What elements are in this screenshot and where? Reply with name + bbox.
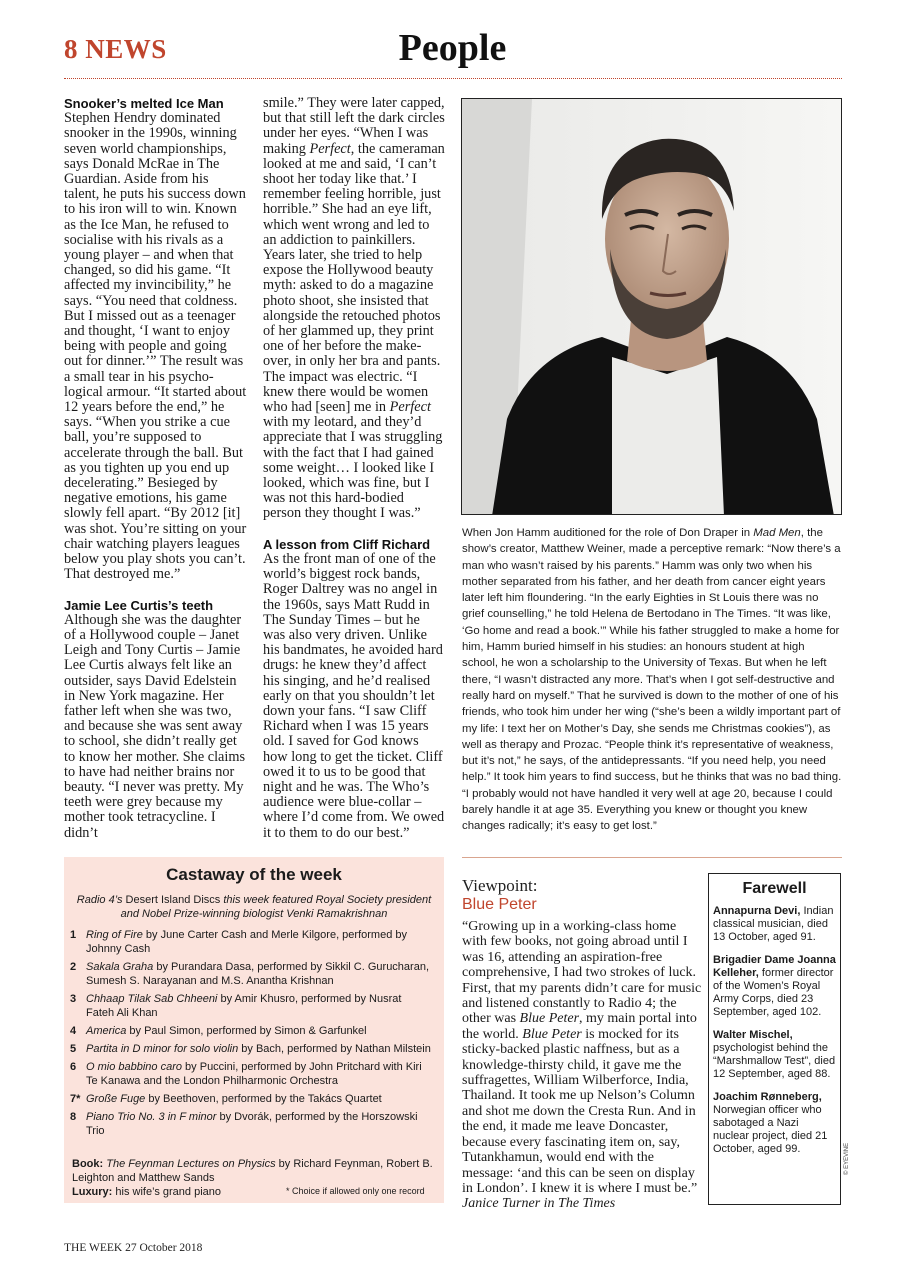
obituary-name: Brigadier Dame Joanna Kelleher,	[713, 954, 836, 979]
story-headline-curtis: Jamie Lee Curtis’s teeth	[64, 597, 214, 613]
track-number: 1	[70, 929, 77, 941]
obituary-entry	[713, 1029, 836, 1081]
viewpoint-body: “Growing up in a working-class home with few books, not going abroad until I was 16, attending an aspiration-free comprehensive, I had two strokes of luck. First, that my parents didn’t care for music and listened constantly to Radio 4; the other was Blue Peter, my main portal into the world. Blue Peter is mocked for its sticky-backed plastic naffness, but as a knowledge-thirsty child, it gave me the suffragettes, William Wilberforce, India, Thailand. It took me up Nelson’s Column and shot me down the Cresta Run. And in the end, it made me leave Doncaster, because every fascinating item on, say, Tutankhamun, would end with the message: ‘and this can be seen on display in London’. I knew it is where I must be.” Janice Turner in The Times	[462, 919, 702, 1212]
track-text: Chhaap Tilak Sab Chheeni by Amir Khusro, performed by Nusrat Fateh Ali Khan	[86, 993, 402, 1019]
viewpoint-title: Blue Peter	[462, 896, 537, 913]
track-item	[70, 1060, 432, 1088]
page-title: People	[398, 27, 507, 69]
portrait-illustration	[462, 99, 842, 515]
obituary-entry	[713, 954, 836, 1019]
track-text: Sakala Graha by Purandara Dasa, performed by Sikkil C. Gurucharan, Sumesh S. Narayanan and M.S. Anantha Krishnan	[86, 961, 430, 987]
track-item	[70, 928, 432, 956]
portrait-photo	[461, 98, 842, 515]
track-number: 5	[70, 1043, 77, 1055]
viewpoint-byline: Janice Turner in The Times	[462, 1196, 616, 1212]
photo-caption: When Jon Hamm auditioned for the role of Don Draper in Mad Men, the show’s creator, Matthew Weiner, made a perceptive remark: “Now there’s a man who wasn’t raised by his parents.” Hamm was only two when his mother separated from his father, and her death from cancer eight years later left him floundering. “In the early Eighties in St Louis there was no grief counselling,” he told Helena de Bertodano in The Times. “It was like, ‘Go home and read a book.’” While his father struggled to make a home for him, Hamm buried himself in his studies: an honours student at high school, he won a scholarship to the University of Texas. But when he left there, “I wasn’t distracted any more. That’s when I got self-destructive and really hard on myself.” That he survived is down to the mother of one of his friends, who took him under her wing (“she’s been a wildly important part of my life: I text her on Mother’s Day, she sends me Christmas cookies”), as well as therapy and Prozac. “People think it’s representative of weakness, but it’s not,” he says, of the antidepressants. “If you need help, you need help.” It took him years to find success, but he thinks that was no bad thing. “I probably would not have handled it very well at age 20, because I could barely handle it at age 35. Everything you knew or thought you knew changes radically; it’s easy to get lost.”	[462, 527, 842, 833]
obituary-description: former director of the Women’s Royal Army Corps, died 23 September, aged 102.	[713, 967, 834, 1018]
story-body-curtis: Although she was the daughter of a Hollywood couple – Janet Leigh and Tony Curtis – Jamie Lee Curtis always felt like an outsider, says David Edelstein in New York magazine. Her father left when she was two, and because she was sent away to school, she didn’t really get to know her mother. She claims to have had neither brains nor beauty. “I never was pretty. My teeth were grey because my mother took tetracycline. I didn’t	[64, 611, 246, 841]
track-text: O mio babbino caro by Puccini, performed by John Pritchard with Kiri Te Kanawa and the London Philharmonic Orchestra	[86, 1061, 422, 1087]
obituary-description: psychologist behind the “Marshmallow Test”, died 12 September, aged 88.	[713, 1042, 836, 1080]
story-body-curtis-cont: smile.” They were later capped, but that still left the dark circles under her eyes. “When I was making Perfect, the cameraman looked at me and said, ‘I can’t shoot her today like that.’ I remember feeling horrible, just horrible.” She had an eye lift, which went wrong and led to an addiction to painkillers. Years later, she tried to help expose the Hollywood beauty myth: asked to do a magazine photo shoot, she insisted that alongside the retouched photos of her glammed up, they print one of her before the make-over, in only her bra and pants. The impact was electric. “I knew there would be women who had [seen] me in Perfect with my leotard, and they’d appreciate that I was struggling with the fact that I had gained some weight… I looked like I looked, which was fine, but I was not this hard-bodied person they thought I was.”	[263, 95, 445, 522]
obituary-entry	[713, 1091, 836, 1156]
obituary-name: Annapurna Devi,	[713, 905, 801, 917]
section-label: 8 NEWS	[64, 34, 167, 64]
column-1	[64, 96, 247, 841]
track-number: 3	[70, 993, 77, 1005]
castaway-intro: Radio 4’s Desert Island Discs this week featured Royal Society president and Nobel Prize-winning biologist Venki Ramakrishnan	[76, 894, 432, 920]
obituary-name: Walter Mischel,	[713, 1029, 793, 1041]
page-footer: THE WEEK 27 October 2018	[64, 1242, 203, 1254]
castaway-box	[64, 857, 444, 1203]
farewell-box	[708, 873, 841, 1205]
track-item	[70, 1110, 432, 1138]
obituary-description: Indian classical musician, died 13 October, aged 91.	[713, 905, 834, 943]
book-choice: Book: The Feynman Lectures on Physics by Richard Feynman, Robert B. Leighton and Matthew Sands	[72, 1158, 433, 1184]
obituary-entry	[713, 905, 836, 944]
caption-divider	[462, 857, 842, 858]
story-headline-snooker: Snooker’s melted Ice Man	[64, 96, 224, 111]
column-2	[263, 96, 445, 841]
farewell-title: Farewell	[742, 880, 807, 897]
track-text: Ring of Fire by June Carter Cash and Merle Kilgore, performed by Johnny Cash	[86, 929, 407, 955]
obituary-description: Norwegian officer who sabotaged a Nazi nuclear project, died 21 October, aged 99.	[713, 1104, 828, 1155]
track-number: 7*	[70, 1093, 81, 1105]
track-text: Piano Trio No. 3 in F minor by Dvorák, performed by the Horszowski Trio	[86, 1111, 418, 1137]
track-text: Partita in D minor for solo violin by Bach, performed by Nathan Milstein	[86, 1043, 431, 1055]
castaway-footnote: * Choice if allowed only one record	[286, 1186, 425, 1196]
track-list	[70, 928, 432, 1142]
luxury-choice: Luxury: his wife’s grand piano	[72, 1186, 221, 1198]
track-number: 2	[70, 961, 77, 973]
track-item	[70, 1092, 432, 1106]
story-body-richard: As the front man of one of the world’s biggest rock bands, Roger Daltrey was no angel in the 1960s, says Matt Rudd in The Sunday Times – but he was also very driven. Unlike his bandmates, he avoided hard drugs: he knew they’d affect his singing, and he’d realised early on that you shouldn’t let down your fans. “I saw Cliff Richard when I was 15 years old. I saved for God knows how long to get the ticket. Cliff owed it to us to be good that night and he was. The Who’s audience were blue-collar – where I’d come from. We owed it to them to do our best.”	[263, 550, 445, 841]
photo-credit: © EYEVINE	[844, 1142, 850, 1175]
header-divider	[64, 78, 842, 79]
track-item	[70, 1042, 432, 1056]
viewpoint-label: Viewpoint:	[462, 876, 538, 895]
track-number: 8	[70, 1111, 77, 1123]
track-number: 6	[70, 1061, 77, 1073]
track-item	[70, 1024, 432, 1038]
farewell-list	[713, 905, 836, 1156]
story-headline-richard: A lesson from Cliff Richard	[263, 536, 431, 552]
track-text: America by Paul Simon, performed by Simon & Garfunkel	[86, 1025, 367, 1037]
obituary-name: Joachim Rønneberg,	[713, 1091, 822, 1103]
track-item	[70, 992, 432, 1020]
castaway-title: Castaway of the week	[166, 865, 342, 884]
track-item	[70, 960, 432, 988]
story-body-snooker: Stephen Hendry dominated snooker in the 1990s, winning seven world championships, says Donald McRae in The Guardian. Aside from his talent, he puts his success down to his iron will to win. Known as the Ice Man, he refused to socialise with his rivals as a young player – and when that changed, so did his game. “It affected my invincibility,” he says. “You need that coldness. But I missed out as a teenager and thought, ‘I want to enjoy being with people and going out for dinner.’” The result was a small tear in his psycho-logical armour. “It started about 12 years before the end,” he says. “When you strike a cue ball, you’re supposed to accelerate through the ball. But as you tighten up you end up decelerating.” Besieged by negative emotions, his game slowly fell apart. “By 2012 [it] was shot. You’re sitting on your chair watching players leagues below you play shots you can’t. That destroyed me.”	[64, 110, 247, 583]
track-text: Große Fuge by Beethoven, performed by the Takács Quartet	[86, 1093, 382, 1105]
track-number: 4	[70, 1025, 77, 1037]
